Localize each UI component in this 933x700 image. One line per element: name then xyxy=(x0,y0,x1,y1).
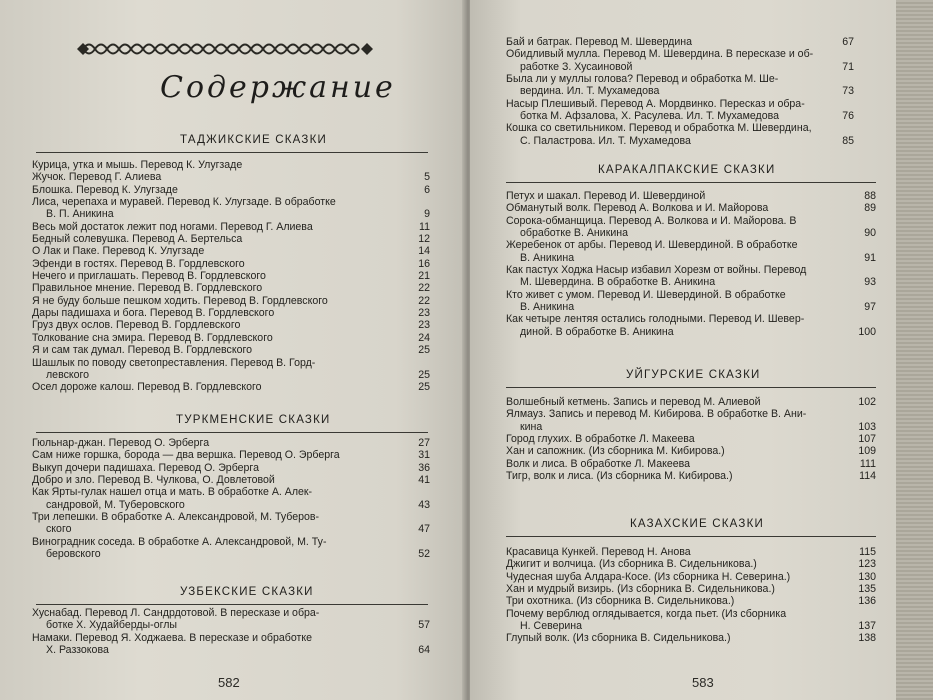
toc-entry-text: Обманутый волк. Перевод А. Волкова и И. Майорова xyxy=(506,202,769,215)
toc-entry-text: ского xyxy=(46,523,72,536)
toc-entry xyxy=(506,36,854,48)
toc-entry-text: обработке В. Аникина xyxy=(520,227,628,240)
toc-entry-text: Три охотника. (Из сборника В. Сидельникова.) xyxy=(506,595,735,608)
toc-page-number: 36 xyxy=(418,461,430,474)
toc-page-number: 52 xyxy=(418,548,430,561)
toc-entry-text: работке З. Хусаиновой xyxy=(520,60,633,73)
toc-entry-text: Весь мой достаток лежит под ногами. Перевод Г. Алиева xyxy=(32,220,313,233)
toc-page-number: 76 xyxy=(842,110,854,123)
toc-entry-text: Жучок. Перевод Г. Алиева xyxy=(32,171,162,184)
toc-entry-list xyxy=(32,437,430,560)
toc-page-number: 135 xyxy=(858,583,876,596)
toc-entry-text: Хан и мудрый визирь. (Из сборника В. Сидельникова.) xyxy=(506,583,775,596)
toc-entry xyxy=(506,396,876,408)
right-page xyxy=(470,0,896,700)
toc-entry xyxy=(32,184,430,196)
toc-entry-text: Жеребенок от арбы. Перевод И. Шевердиной. В обработке xyxy=(506,239,798,252)
page-number-right: 583 xyxy=(692,675,714,690)
toc-entry-text: Волк и лиса. В обработке Л. Макеева xyxy=(506,457,691,470)
toc-page-number: 31 xyxy=(418,449,430,462)
toc-page-number: 6 xyxy=(424,183,430,196)
toc-page-number: 12 xyxy=(418,233,430,246)
toc-entry-text: С. Паластрова. Ил. Т. Мухамедова xyxy=(520,134,691,147)
toc-entry-text: Нечего и приглашать. Перевод В. Гордлевского xyxy=(32,270,266,283)
toc-page-number: 136 xyxy=(858,595,876,608)
toc-heading: Содержание xyxy=(160,70,396,105)
toc-entry-text: Джигит и волчица. (Из сборника В. Сидельникова.) xyxy=(506,558,757,571)
toc-page-number: 16 xyxy=(418,257,430,270)
toc-entry-text: беровского xyxy=(46,548,101,561)
toc-page-number: 137 xyxy=(858,620,876,633)
toc-entry xyxy=(506,264,876,289)
toc-entry xyxy=(32,332,430,344)
toc-entry xyxy=(506,215,876,240)
toc-entry xyxy=(506,48,854,73)
toc-entry-text: Обидливый мулла. Перевод М. Шевердина. В пересказе и об- xyxy=(506,48,814,61)
toc-entry-text: Выкуп дочери падишаха. Перевод О. Эрберга xyxy=(32,461,259,474)
toc-entry-text: В. Аникина xyxy=(520,251,575,264)
toc-page-number: 43 xyxy=(418,498,430,511)
toc-entry-text: Х. Раззокова xyxy=(46,644,109,657)
toc-entry-text: Глупый волк. (Из сборника В. Сидельникова.) xyxy=(506,632,731,645)
toc-entry xyxy=(506,408,876,433)
toc-entry xyxy=(506,190,876,202)
toc-page-number: 97 xyxy=(864,301,876,314)
toc-entry-text: Кошка со светильником. Перевод и обработка М. Шевердина, xyxy=(506,122,812,135)
toc-entry xyxy=(32,381,430,393)
toc-page-number: 24 xyxy=(418,331,430,344)
toc-entry-text: Толкование сна эмира. Перевод В. Гордлевского xyxy=(32,331,273,344)
toc-entry-text: Бай и батрак. Перевод М. Шевердина xyxy=(506,36,692,48)
toc-page-number: 103 xyxy=(858,420,876,433)
toc-entry xyxy=(32,344,430,356)
left-page xyxy=(0,0,466,700)
toc-entry-text: Правильное мнение. Перевод В. Гордлевского xyxy=(32,282,263,295)
toc-entry-list xyxy=(506,546,876,645)
toc-page-number: 100 xyxy=(858,325,876,338)
toc-page-number: 88 xyxy=(864,190,876,202)
toc-entry-text: Насыр Плешивый. Перевод А. Мордвинко. Пересказ и обра- xyxy=(506,97,805,110)
toc-entry-text: Как пастух Ходжа Насыр избавил Хорезм от войны. Перевод xyxy=(506,264,807,277)
toc-page-number: 11 xyxy=(419,220,430,233)
toc-page-number: 67 xyxy=(842,36,854,48)
section-title: УЗБЕКСКИЕ СКАЗКИ xyxy=(180,586,314,598)
toc-entry-text: Эфенди в гостях. Перевод В. Гордлевского xyxy=(32,257,245,270)
toc-entry-text: ботке Х. Худайберды-оглы xyxy=(46,619,178,632)
toc-entry-text: диной. В обработке В. Аникина xyxy=(520,325,674,338)
toc-entry-text: ботка М. Афзалова, Х. Расулева. Ил. Т. Мухамедова xyxy=(520,110,779,123)
section-title: КАРАКАЛПАКСКИЕ СКАЗКИ xyxy=(598,164,776,176)
toc-page-number: 71 xyxy=(842,60,854,73)
toc-entry xyxy=(32,536,430,561)
toc-page-number: 109 xyxy=(858,445,876,458)
toc-page-number: 102 xyxy=(858,396,876,408)
section-rule xyxy=(36,152,428,153)
toc-entry-text: Хуснабад. Перевод Л. Сандрдотовой. В пересказе и обра- xyxy=(32,607,320,619)
toc-page-number: 91 xyxy=(864,251,876,264)
toc-page-number: 25 xyxy=(418,344,430,357)
toc-entry xyxy=(506,98,854,123)
ornament-border xyxy=(75,38,375,60)
toc-entry-text: Как Ярты-гулак нашел отца и мать. В обработке А. Алек- xyxy=(32,486,313,499)
toc-entry xyxy=(506,289,876,314)
toc-entry-text: Ялмауз. Запись и перевод М. Кибирова. В обработке В. Ани- xyxy=(506,408,807,421)
toc-entry xyxy=(32,307,430,319)
toc-entry-text: Груз двух ослов. Перевод В. Гордлевского xyxy=(32,319,241,332)
toc-entry-text: кина xyxy=(520,420,543,433)
toc-page-number: 64 xyxy=(418,644,430,657)
toc-entry-text: В. Аникина xyxy=(520,301,575,314)
toc-page-number: 89 xyxy=(864,202,876,215)
toc-entry xyxy=(506,122,854,147)
section-rule xyxy=(506,536,876,537)
toc-entry xyxy=(32,233,430,245)
toc-entry-text: Курица, утка и мышь. Перевод К. Улугзаде xyxy=(32,159,243,171)
toc-page-number: 22 xyxy=(418,294,430,307)
toc-entry xyxy=(506,571,876,583)
toc-page-number: 130 xyxy=(858,570,876,583)
toc-entry-text: Я и сам так думал. Перевод В. Гордлевского xyxy=(32,344,253,357)
toc-entry-text: Город глухих. В обработке Л. Макеева xyxy=(506,433,695,446)
toc-page-number: 90 xyxy=(864,227,876,240)
toc-page-number: 57 xyxy=(418,619,430,632)
toc-entry xyxy=(32,258,430,270)
toc-entry xyxy=(32,632,430,657)
toc-entry xyxy=(32,357,430,382)
toc-entry-text: О Лак и Паке. Перевод К. Улугзаде xyxy=(32,245,205,258)
toc-entry-list xyxy=(32,607,430,656)
toc-entry-text: Красавица Кункей. Перевод Н. Анова xyxy=(506,546,691,558)
toc-entry-list xyxy=(506,190,876,338)
toc-entry xyxy=(32,159,430,171)
toc-entry-text: Сорока-обманщица. Перевод А. Волкова и И. Майорова. В xyxy=(506,214,797,227)
toc-page-number: 5 xyxy=(424,171,430,184)
toc-page-number: 21 xyxy=(418,270,430,283)
toc-page-number: 23 xyxy=(418,307,430,320)
toc-page-number: 107 xyxy=(858,433,876,446)
toc-entry xyxy=(32,474,430,486)
toc-page-number: 25 xyxy=(418,381,430,394)
toc-entry-text: Я не буду больше пешком ходить. Перевод В. Гордлевского xyxy=(32,294,328,307)
toc-entry xyxy=(32,437,430,449)
toc-entry-list xyxy=(506,396,876,482)
toc-entry xyxy=(506,445,876,457)
toc-entry-text: Волшебный кетмень. Запись и перевод М. Алиевой xyxy=(506,396,761,408)
toc-entry-text: вердина. Ил. Т. Мухамедова xyxy=(520,85,660,98)
toc-entry xyxy=(506,595,876,607)
toc-page-number: 123 xyxy=(858,558,876,571)
toc-entry-text: Н. Северина xyxy=(520,620,583,633)
toc-page-number: 115 xyxy=(859,546,876,558)
toc-entry xyxy=(506,73,854,98)
toc-entry-text: Виноградник соседа. В обработке А. Александровой, М. Ту- xyxy=(32,535,327,548)
toc-entry-text: Петух и шакал. Перевод И. Шевердиной xyxy=(506,190,706,202)
toc-page-number: 47 xyxy=(418,523,430,536)
toc-page-number: 23 xyxy=(418,319,430,332)
toc-entry xyxy=(506,546,876,558)
toc-entry xyxy=(32,221,430,233)
toc-entry-text: Намаки. Перевод Я. Ходжаева. В пересказе и обработке xyxy=(32,631,312,644)
toc-entry xyxy=(506,433,876,445)
toc-entry xyxy=(32,486,430,511)
toc-entry xyxy=(506,632,876,644)
toc-page-number: 14 xyxy=(418,245,430,258)
toc-entry-text: Была ли у муллы голова? Перевод и обработка М. Ше- xyxy=(506,73,779,86)
toc-entry-text: Сам ниже горшка, борода — два вершка. Перевод О. Эрберга xyxy=(32,449,340,462)
section-rule xyxy=(506,387,876,388)
toc-entry-text: Лиса, черепаха и муравей. Перевод К. Улугзаде. В обработке xyxy=(32,196,336,209)
toc-entry-text: Чудесная шуба Алдара-Косе. (Из сборника Н. Северина.) xyxy=(506,570,791,583)
page-number-left: 582 xyxy=(218,675,240,690)
toc-entry xyxy=(506,313,876,338)
toc-entry-text: Почему верблюд оглядывается, когда пьет. (Из сборника xyxy=(506,607,787,620)
section-title: ТУРКМЕНСКИЕ СКАЗКИ xyxy=(176,414,331,426)
toc-entry xyxy=(506,608,876,633)
section-rule xyxy=(36,432,428,433)
toc-entry xyxy=(506,202,876,214)
toc-entry-text: Гюльнар-джан. Перевод О. Эрберга xyxy=(32,437,210,449)
toc-entry-text: Кто живет с умом. Перевод И. Шевердиной. В обработке xyxy=(506,288,786,301)
toc-entry-text: сандровой, М. Туберовского xyxy=(46,498,185,511)
toc-entry xyxy=(32,607,430,632)
toc-entry xyxy=(32,319,430,331)
toc-page-number: 25 xyxy=(418,368,430,381)
toc-entry xyxy=(506,239,876,264)
toc-entry-list xyxy=(32,159,430,394)
toc-page-number: 27 xyxy=(418,437,430,449)
section-title: ТАДЖИКСКИЕ СКАЗКИ xyxy=(180,134,327,146)
toc-entry xyxy=(506,458,876,470)
toc-entry xyxy=(506,470,876,482)
toc-entry-list xyxy=(506,36,854,147)
toc-page-number: 138 xyxy=(858,632,876,645)
section-rule xyxy=(36,604,428,605)
section-rule xyxy=(506,182,876,183)
toc-page-number: 111 xyxy=(859,457,876,470)
toc-entry-text: Бедный солевушка. Перевод А. Бертельса xyxy=(32,233,243,246)
toc-page-number: 41 xyxy=(418,474,430,487)
toc-entry-text: Хан и сапожник. (Из сборника М. Кибирова.) xyxy=(506,445,725,458)
toc-page-number: 9 xyxy=(424,208,430,221)
toc-entry-text: В. П. Аникина xyxy=(46,208,114,221)
toc-entry-text: Шашлык по поводу светопреставления. Перевод В. Горд- xyxy=(32,356,316,369)
toc-entry-text: Блошка. Перевод К. Улугзаде xyxy=(32,183,178,196)
book-cover-edge xyxy=(896,0,933,700)
section-title: КАЗАХСКИЕ СКАЗКИ xyxy=(630,518,764,530)
toc-entry xyxy=(32,171,430,183)
toc-page-number: 73 xyxy=(842,85,854,98)
toc-entry xyxy=(32,196,430,221)
toc-page-number: 85 xyxy=(842,134,854,147)
toc-entry xyxy=(32,511,430,536)
toc-page-number: 93 xyxy=(864,276,876,289)
toc-entry-text: Тигр, волк и лиса. (Из сборника М. Кибирова.) xyxy=(506,470,733,483)
section-title: УЙГУРСКИЕ СКАЗКИ xyxy=(626,369,761,381)
toc-entry-text: Как четыре лентяя остались голодными. Перевод И. Шевер- xyxy=(506,313,805,326)
toc-entry xyxy=(32,462,430,474)
toc-entry xyxy=(32,270,430,282)
toc-entry xyxy=(32,295,430,307)
toc-entry-text: Дары падишаха и бога. Перевод В. Гордлевского xyxy=(32,307,275,320)
toc-page-number: 22 xyxy=(418,282,430,295)
toc-entry-text: М. Шевердина. В обработке В. Аникина xyxy=(520,276,716,289)
toc-entry xyxy=(32,282,430,294)
toc-entry xyxy=(506,583,876,595)
toc-entry-text: Добро и зло. Перевод В. Чулкова, О. Довлетовой xyxy=(32,474,275,487)
toc-entry xyxy=(32,245,430,257)
toc-entry-text: Три лепешки. В обработке А. Александровой, М. Туберов- xyxy=(32,511,320,524)
toc-entry-text: Осел дороже калош. Перевод В. Гордлевского xyxy=(32,381,262,394)
toc-entry xyxy=(32,449,430,461)
toc-entry xyxy=(506,558,876,570)
toc-entry-text: левского xyxy=(46,368,90,381)
toc-page-number: 114 xyxy=(859,470,876,483)
